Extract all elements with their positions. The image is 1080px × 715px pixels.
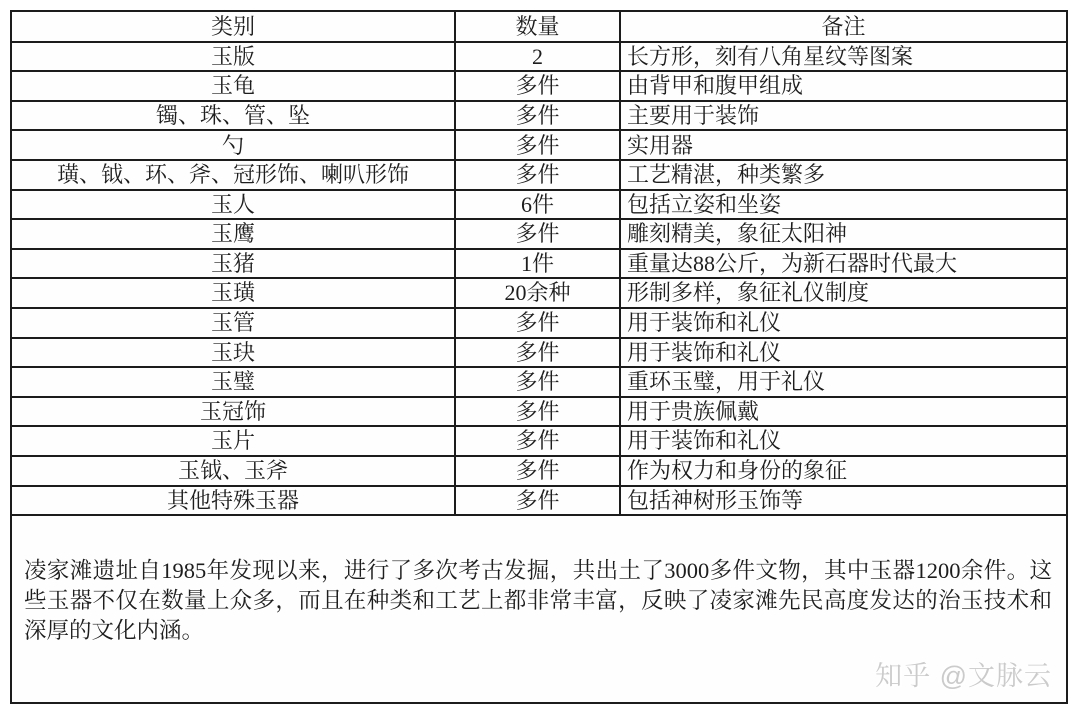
cell-note: 用于装饰和礼仪 bbox=[620, 308, 1066, 338]
cell-quantity: 多件 bbox=[455, 160, 620, 190]
cell-note: 长方形，刻有八角星纹等图案 bbox=[620, 42, 1066, 72]
table-row bbox=[12, 367, 1066, 397]
cell-category: 玉冠饰 bbox=[12, 397, 455, 427]
cell-note: 包括立姿和坐姿 bbox=[620, 190, 1066, 220]
cell-note: 用于贵族佩戴 bbox=[620, 397, 1066, 427]
table-row bbox=[12, 486, 1066, 516]
cell-note: 由背甲和腹甲组成 bbox=[620, 71, 1066, 101]
cell-quantity: 多件 bbox=[455, 397, 620, 427]
header-category: 类别 bbox=[12, 12, 455, 42]
cell-category: 玉龟 bbox=[12, 71, 455, 101]
table-body bbox=[12, 12, 1066, 515]
cell-note: 雕刻精美，象征太阳神 bbox=[620, 219, 1066, 249]
cell-note: 包括神树形玉饰等 bbox=[620, 486, 1066, 516]
cell-category: 玉片 bbox=[12, 426, 455, 456]
table-row bbox=[12, 42, 1066, 72]
cell-quantity: 1件 bbox=[455, 249, 620, 279]
header-note: 备注 bbox=[620, 12, 1066, 42]
table-row bbox=[12, 278, 1066, 308]
cell-quantity: 20余种 bbox=[455, 278, 620, 308]
cell-quantity: 多件 bbox=[455, 486, 620, 516]
cell-note: 工艺精湛，种类繁多 bbox=[620, 160, 1066, 190]
cell-note: 主要用于装饰 bbox=[620, 101, 1066, 131]
table-row bbox=[12, 101, 1066, 131]
cell-category: 玉人 bbox=[12, 190, 455, 220]
cell-category: 璜、钺、环、斧、冠形饰、喇叭形饰 bbox=[12, 160, 455, 190]
table-row bbox=[12, 249, 1066, 279]
table-row bbox=[12, 397, 1066, 427]
cell-quantity: 多件 bbox=[455, 367, 620, 397]
cell-category: 玉鹰 bbox=[12, 219, 455, 249]
table-row bbox=[12, 219, 1066, 249]
cell-quantity: 多件 bbox=[455, 71, 620, 101]
table-row bbox=[12, 71, 1066, 101]
cell-category: 玉璧 bbox=[12, 367, 455, 397]
table-header-row bbox=[12, 12, 1066, 42]
table-row bbox=[12, 160, 1066, 190]
cell-note: 用于装饰和礼仪 bbox=[620, 338, 1066, 368]
cell-note: 作为权力和身份的象征 bbox=[620, 456, 1066, 486]
cell-category: 玉玦 bbox=[12, 338, 455, 368]
cell-quantity: 多件 bbox=[455, 426, 620, 456]
cell-category: 玉璜 bbox=[12, 278, 455, 308]
cell-category: 玉版 bbox=[12, 42, 455, 72]
table-frame bbox=[10, 10, 1068, 704]
cell-category: 玉管 bbox=[12, 308, 455, 338]
cell-category: 勺 bbox=[12, 130, 455, 160]
cell-quantity: 多件 bbox=[455, 219, 620, 249]
table-row bbox=[12, 426, 1066, 456]
zhihu-watermark: 知乎 @文脉云 bbox=[875, 661, 1052, 691]
table-row bbox=[12, 338, 1066, 368]
cell-note: 重量达88公斤，为新石器时代最大 bbox=[620, 249, 1066, 279]
cell-category: 玉钺、玉斧 bbox=[12, 456, 455, 486]
table-row bbox=[12, 190, 1066, 220]
cell-quantity: 6件 bbox=[455, 190, 620, 220]
cell-quantity: 多件 bbox=[455, 130, 620, 160]
cell-quantity: 多件 bbox=[455, 101, 620, 131]
cell-note: 重环玉璧，用于礼仪 bbox=[620, 367, 1066, 397]
header-quantity: 数量 bbox=[455, 12, 620, 42]
cell-note: 形制多样，象征礼仪制度 bbox=[620, 278, 1066, 308]
cell-quantity: 多件 bbox=[455, 456, 620, 486]
table-row bbox=[12, 130, 1066, 160]
cell-category: 镯、珠、管、坠 bbox=[12, 101, 455, 131]
cell-quantity: 多件 bbox=[455, 308, 620, 338]
cell-quantity: 2 bbox=[455, 42, 620, 72]
cell-note: 用于装饰和礼仪 bbox=[620, 426, 1066, 456]
summary-paragraph: 凌家滩遗址自1985年发现以来，进行了多次考古发掘，共出土了3000多件文物，其中玉器1200余件。这些玉器不仅在数量上众多，而且在种类和工艺上都非常丰富，反映了凌家滩先民高度发达的治玉技术和深厚的文化内涵。 bbox=[24, 558, 1052, 644]
cell-note: 实用器 bbox=[620, 130, 1066, 160]
cell-category: 其他特殊玉器 bbox=[12, 486, 455, 516]
cell-category: 玉猪 bbox=[12, 249, 455, 279]
table-row bbox=[12, 308, 1066, 338]
jade-artifacts-table bbox=[12, 12, 1066, 516]
table-row bbox=[12, 456, 1066, 486]
cell-quantity: 多件 bbox=[455, 338, 620, 368]
